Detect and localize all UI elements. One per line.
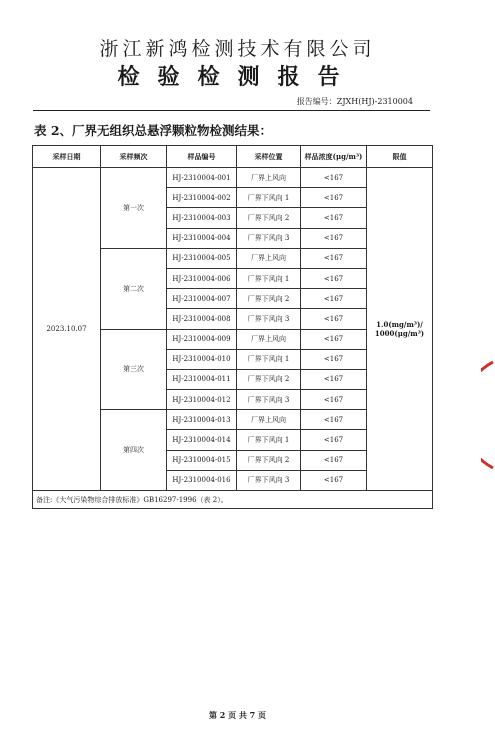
sample-location: 厂界下风向 3: [237, 390, 301, 410]
sample-id: HJ-2310004-011: [167, 369, 237, 389]
sample-id: HJ-2310004-015: [167, 450, 237, 470]
sampling-date: 2023.10.07: [33, 168, 101, 491]
sample-location: 厂界下风向 2: [237, 450, 301, 470]
sample-location: 厂界上风向: [237, 168, 301, 188]
table-note: 备注:《大气污染物综合排放标准》GB16297-1996（表 2）。: [33, 491, 433, 509]
sample-location: 厂界下风向 1: [237, 188, 301, 208]
limit-value: 1.0(mg/m³)/ 1000(μg/m³): [367, 168, 433, 491]
sample-concentration: <167: [301, 268, 367, 288]
results-table: [32, 145, 433, 509]
sample-concentration: <167: [301, 349, 367, 369]
sample-id: HJ-2310004-006: [167, 268, 237, 288]
sample-id: HJ-2310004-003: [167, 208, 237, 228]
header-date: 采样日期: [33, 146, 101, 168]
sample-location: 厂界下风向 2: [237, 289, 301, 309]
sample-location: 厂界下风向 1: [237, 430, 301, 450]
section-title: 表 2、厂界无组织总悬浮颗粒物检测结果：: [34, 123, 273, 138]
sampling-round: 第四次: [101, 410, 167, 491]
sample-location: 厂界下风向 1: [237, 268, 301, 288]
sample-id: HJ-2310004-001: [167, 168, 237, 188]
sample-concentration: <167: [301, 329, 367, 349]
sample-concentration: <167: [301, 188, 367, 208]
table-row: [33, 168, 433, 188]
page-number: 第 2 页 共 7 页: [208, 710, 267, 720]
header-sample-id: 样品编号: [167, 146, 237, 168]
sample-concentration: <167: [301, 289, 367, 309]
sample-location: 厂界下风向 3: [237, 470, 301, 490]
sample-id: HJ-2310004-002: [167, 188, 237, 208]
header-location: 采样位置: [237, 146, 301, 168]
sample-id: HJ-2310004-009: [167, 329, 237, 349]
sample-location: 厂界上风向: [237, 248, 301, 268]
sample-id: HJ-2310004-012: [167, 390, 237, 410]
sample-concentration: <167: [301, 390, 367, 410]
sample-id: HJ-2310004-005: [167, 248, 237, 268]
sample-location: 厂界下风向 3: [237, 228, 301, 248]
sample-concentration: <167: [301, 430, 367, 450]
table-header-row: [33, 146, 433, 168]
sample-location: 厂界下风向 3: [237, 309, 301, 329]
sample-id: HJ-2310004-016: [167, 470, 237, 490]
sample-id: HJ-2310004-010: [167, 349, 237, 369]
sample-id: HJ-2310004-004: [167, 228, 237, 248]
header-limit: 限值: [367, 146, 433, 168]
sample-location: 厂界下风向 2: [237, 208, 301, 228]
sample-concentration: <167: [301, 248, 367, 268]
report-number: 报告编号：ZJXH(HJ)-2310004: [296, 97, 413, 106]
header-frequency: 采样频次: [101, 146, 167, 168]
sample-concentration: <167: [301, 168, 367, 188]
sampling-round: 第一次: [101, 168, 167, 249]
sample-concentration: <167: [301, 450, 367, 470]
sample-id: HJ-2310004-007: [167, 289, 237, 309]
header-divider: [33, 110, 430, 111]
seal-stamp-fragment: [481, 360, 495, 470]
sample-concentration: <167: [301, 410, 367, 430]
sample-location: 厂界下风向 2: [237, 369, 301, 389]
sample-id: HJ-2310004-008: [167, 309, 237, 329]
sample-concentration: <167: [301, 369, 367, 389]
sample-id: HJ-2310004-013: [167, 410, 237, 430]
sample-id: HJ-2310004-014: [167, 430, 237, 450]
sample-concentration: <167: [301, 228, 367, 248]
document-title: 检验检测报告: [117, 64, 358, 90]
sample-location: 厂界下风向 1: [237, 349, 301, 369]
sampling-round: 第二次: [101, 248, 167, 329]
company-name: 浙江新鸿检测技术有限公司: [99, 38, 376, 60]
sample-concentration: <167: [301, 309, 367, 329]
sampling-round: 第三次: [101, 329, 167, 410]
sample-concentration: <167: [301, 208, 367, 228]
note-row: [33, 491, 433, 509]
sample-concentration: <167: [301, 470, 367, 490]
sample-location: 厂界上风向: [237, 410, 301, 430]
sample-location: 厂界上风向: [237, 329, 301, 349]
header-concentration: 样品浓度(μg/m³): [301, 146, 367, 168]
